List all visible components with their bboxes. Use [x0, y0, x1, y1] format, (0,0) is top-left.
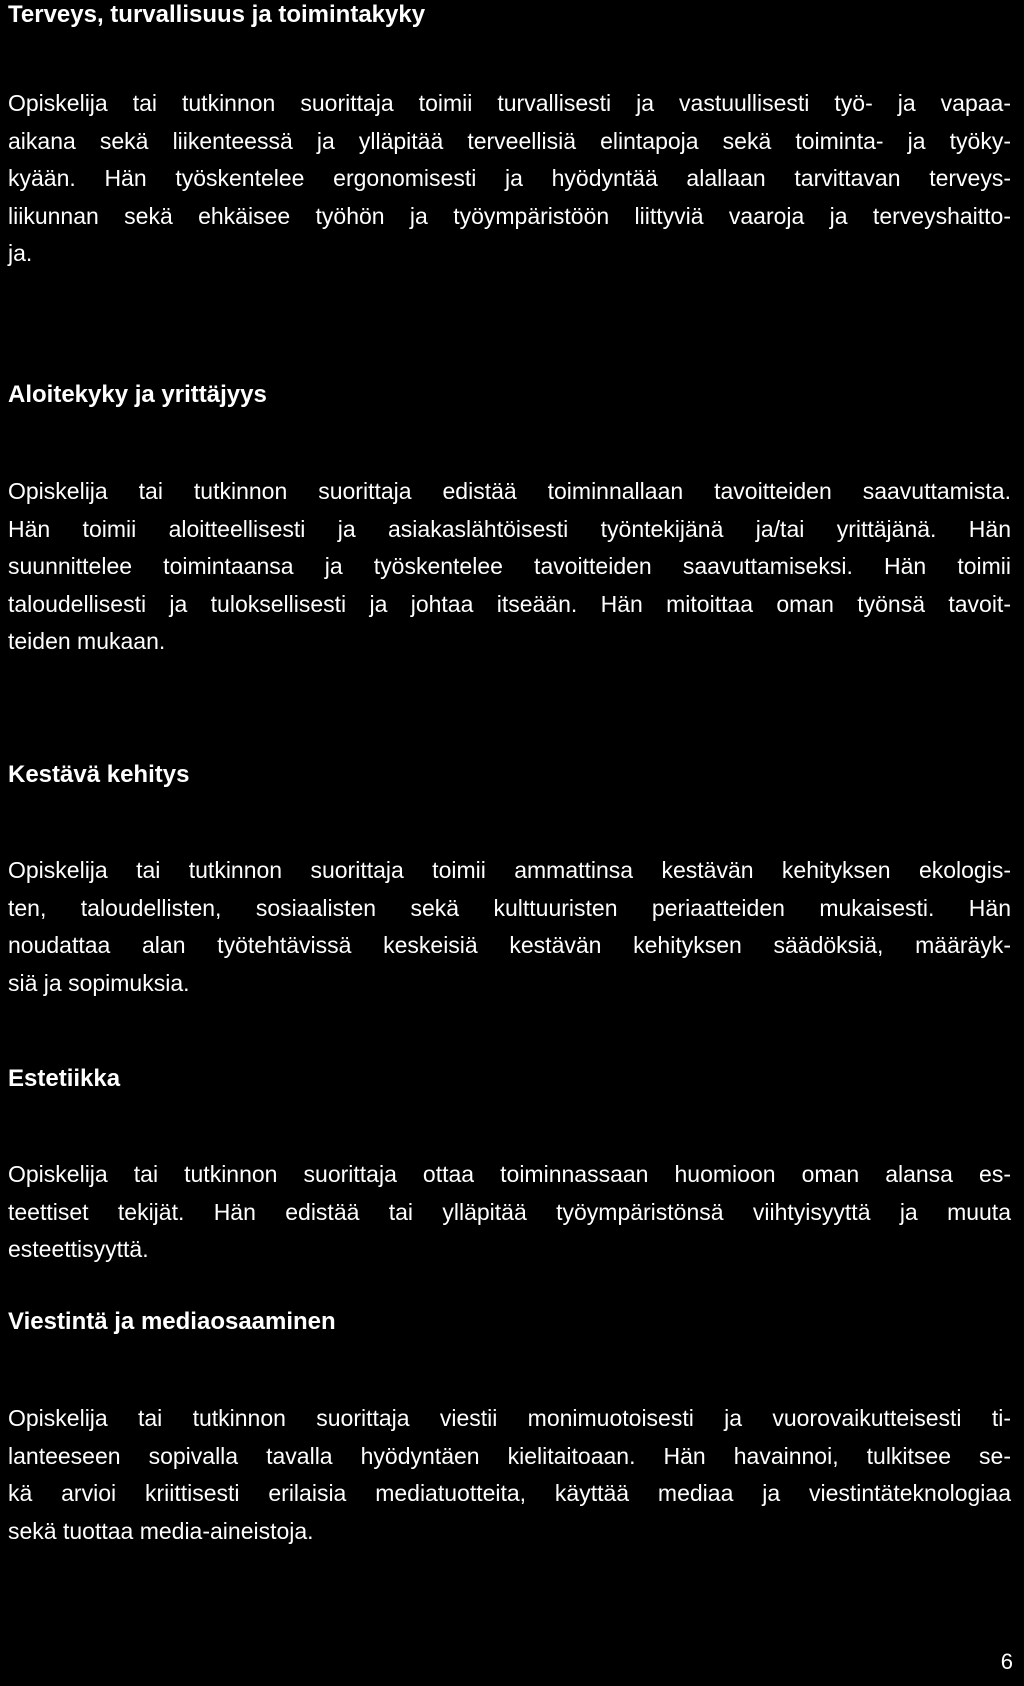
- paragraph-line: teettiset tekijät. Hän edistää tai ylläpitää työympäristönsä viihtyisyyttä ja muuta: [8, 1198, 1011, 1225]
- paragraph-line: esteettisyyttä.: [8, 1236, 149, 1262]
- section-viestinta-body: [8, 1400, 1011, 1550]
- paragraph-line: Opiskelija tai tutkinnon suorittaja ottaa toiminnassaan huomioon oman alansa es-: [8, 1161, 1011, 1187]
- section-paragraph: [8, 852, 1011, 1002]
- paragraph-line: suunnittelee toimintaansa ja työskentelee tavoitteiden saavuttamiseksi. Hän toimii: [8, 553, 1011, 579]
- paragraph-line: kyään. Hän työskentelee ergonomisesti ja hyödyntää alallaan tarvittavan terveys-: [8, 165, 1011, 191]
- page-number: 6: [1000, 1649, 1013, 1674]
- paragraph-line: Hän toimii aloitteellisesti ja asiakaslähtöisesti työntekijänä ja/tai yrittäjänä. Hän: [8, 515, 1011, 542]
- section-aloitekyky: [8, 380, 1011, 410]
- paragraph-line: teiden mukaan.: [8, 628, 166, 654]
- section-estetiikka: [8, 1064, 1011, 1094]
- paragraph-line: kä arvioi kriittisesti erilaisia mediatuotteita, käyttää mediaa ja viestintäteknologiaa: [8, 1480, 1011, 1506]
- paragraph-line: ja.: [8, 240, 33, 266]
- section-estetiikka-body: [8, 1156, 1011, 1269]
- paragraph-line: sekä tuottaa media-aineistoja.: [8, 1517, 314, 1544]
- paragraph-line: ten, taloudellisten, sosiaalisten sekä kulttuuristen periaatteiden mukaisesti. Hän: [8, 894, 1011, 921]
- section-heading: Terveys, turvallisuus ja toimintakyky: [8, 1, 426, 28]
- section-viestinta: [8, 1307, 1011, 1337]
- section-heading: Kestävä kehitys: [8, 761, 190, 788]
- paragraph-line: lanteeseen sopivalla tavalla hyödyntäen kielitaitoaan. Hän havainnoi, tulkitsee se-: [8, 1442, 1011, 1469]
- paragraph-line: Opiskelija tai tutkinnon suorittaja edistää toiminnallaan tavoitteiden saavuttamista.: [8, 478, 1011, 504]
- paragraph-line: liikunnan sekä ehkäisee työhön ja työympäristöön liittyviä vaaroja ja terveyshaitto-: [8, 202, 1011, 229]
- section-heading: Estetiikka: [8, 1065, 121, 1092]
- section-kestava-kehitys-body: [8, 852, 1011, 1002]
- section-paragraph: [8, 473, 1011, 661]
- paragraph-line: Opiskelija tai tutkinnon suorittaja toimii turvallisesti ja vastuullisesti työ- ja vapaa-: [8, 90, 1011, 116]
- section-paragraph: [8, 1400, 1011, 1550]
- paragraph-line: siä ja sopimuksia.: [8, 969, 190, 996]
- section-kestava-kehitys: [8, 760, 1011, 790]
- paragraph-line: aikana sekä liikenteessä ja ylläpitää terveellisiä elintapoja sekä toiminta- ja työky-: [8, 127, 1011, 154]
- section-paragraph: [8, 85, 1011, 273]
- section-heading: Viestintä ja mediaosaaminen: [8, 1308, 336, 1335]
- paragraph-line: taloudellisesti ja tuloksellisesti ja johtaa itseään. Hän mitoittaa oman työnsä tavoit-: [8, 590, 1011, 617]
- paragraph-line: Opiskelija tai tutkinnon suorittaja toimii ammattinsa kestävän kehityksen ekologis-: [8, 857, 1011, 883]
- paragraph-line: Opiskelija tai tutkinnon suorittaja viestii monimuotoisesti ja vuorovaikutteisesti ti-: [8, 1405, 1011, 1431]
- paragraph-line: noudattaa alan työtehtävissä keskeisiä kestävän kehityksen säädöksiä, määräyk-: [8, 932, 1011, 958]
- section-paragraph: [8, 1156, 1011, 1269]
- section-terveys-body: [8, 85, 1011, 273]
- section-heading: Aloitekyky ja yrittäjyys: [8, 381, 267, 408]
- section-aloitekyky-body: [8, 473, 1011, 661]
- section-terveys: [8, 0, 1011, 30]
